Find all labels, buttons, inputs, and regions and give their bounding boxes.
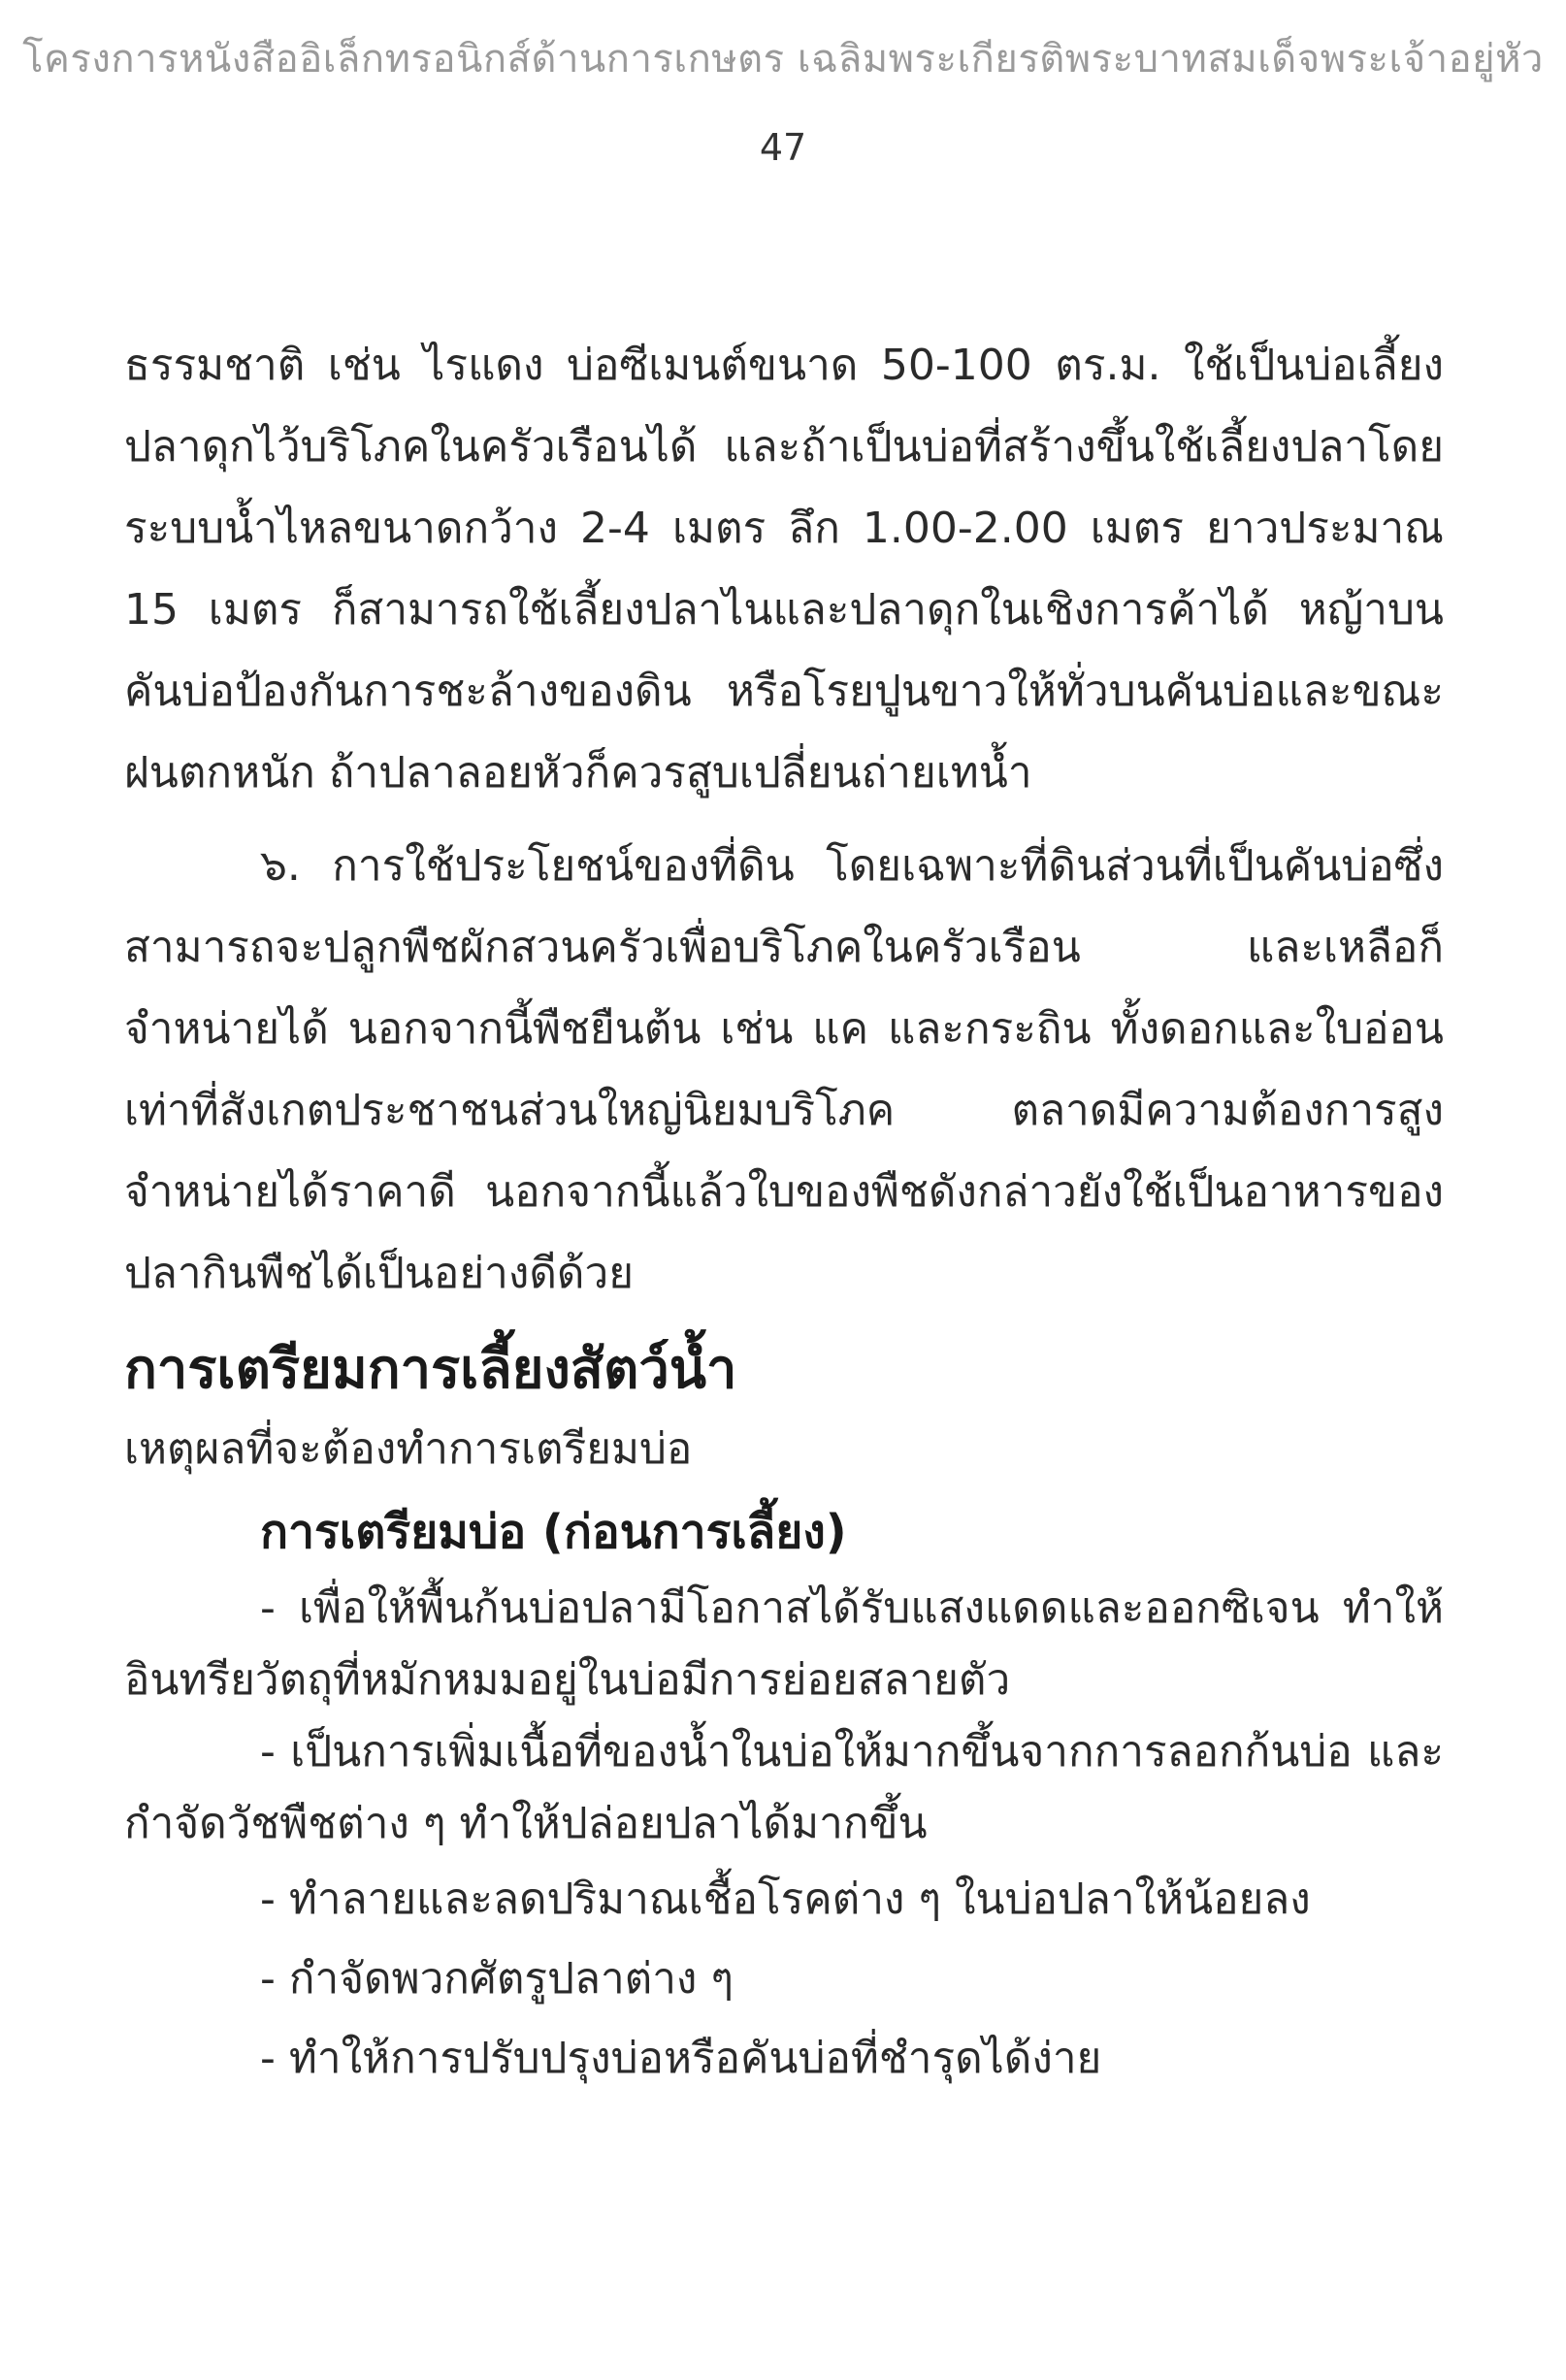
bullet-item-2: - เป็นการเพิ่มเนื้อที่ของน้ำในบ่อให้มากขึ้นจากการลอกก้นบ่อ และกำจัดวัชพืชต่าง ๆ ทำให้ปล่อยปลาได้มากขึ้น [124, 1727, 1444, 1848]
reason-line: เหตุผลที่จะต้องทำการเตรียมบ่อ [124, 1424, 693, 1474]
bullet-item-4: - กำจัดพวกศัตรูปลาต่าง ๆ [260, 1954, 734, 2004]
section-title: การเตรียมการเลี้ยงสัตว์น้ำ [124, 1338, 737, 1401]
page-number: 47 [759, 126, 807, 169]
bullet-item-5: - ทำให้การปรับปรุงบ่อหรือคันบ่อที่ชำรุดได้ง่าย [260, 2034, 1102, 2083]
body-paragraph-1: ธรรมชาติ เช่น ไรแดง บ่อซีเมนต์ขนาด 50-100 ตร.ม. ใช้เป็นบ่อเลี้ยงปลาดุกไว้บริโภคในครัวเรือนได้ และถ้าเป็นบ่อที่สร้างขึ้นใช้เลี้ยงปลาโดยระบบน้ำไหลขนาดกว้าง 2-4 เมตร ลึก 1.00-2.00 เมตร ยาวประมาณ 15 เมตร ก็สามารถใช้เลี้ยงปลาไนและปลาดุกในเชิงการค้าได้ หญ้าบนคันบ่อป้องกันการชะล้างของดิน หรือโรยปูนขาวให้ทั่วบนคันบ่อและขณะฝนตกหนัก ถ้าปลาลอยหัวก็ควรสูบเปลี่ยนถ่ายเทน้ำ [124, 341, 1444, 798]
bullet-item-3: - ทำลายและลดปริมาณเชื้อโรคต่าง ๆ ในบ่อปลาให้น้อยลง [260, 1875, 1311, 1924]
sub-title: การเตรียมบ่อ (ก่อนการเลี้ยง) [260, 1505, 847, 1559]
page-body [124, 325, 1444, 2099]
running-header: โครงการหนังสืออิเล็กทรอนิกส์ด้านการเกษตร เฉลิมพระเกียรติพระบาทสมเด็จพระเจ้าอยู่หัว [22, 37, 1544, 82]
body-paragraph-2: ๖. การใช้ประโยชน์ของที่ดิน โดยเฉพาะที่ดินส่วนที่เป็นคันบ่อซึ่งสามารถจะปลูกพืชผักสวนครัวเพื่อบริโภคในครัวเรือน และเหลือก็จำหน่ายได้ นอกจากนี้พืชยืนต้น เช่น แค และกระถิน ทั้งดอกและใบอ่อนเท่าที่สังเกตประชาชนส่วนใหญ่นิยมบริโภค ตลาดมีความต้องการสูง จำหน่ายได้ราคาดี นอกจากนี้แล้วใบของพืชดังกล่าวยังใช้เป็นอาหารของปลากินพืชได้เป็นอย่างดีด้วย [124, 841, 1444, 1298]
bullet-item-1: - เพื่อให้พื้นก้นบ่อปลามีโอกาสได้รับแสงแดดและออกซิเจน ทำให้อินทรียวัตถุที่หมักหมมอยู่ในบ่อมีการย่อยสลายตัว [124, 1583, 1444, 1705]
